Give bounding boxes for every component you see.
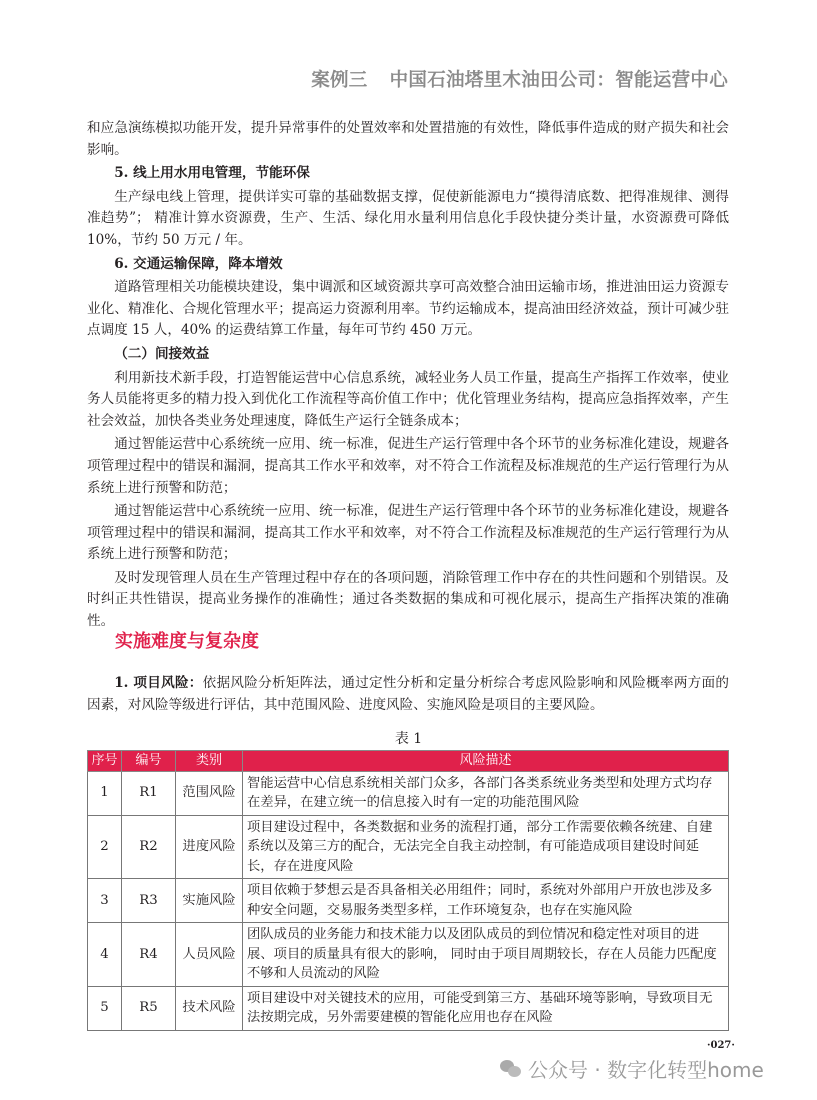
- risk-intro-label: 1. 项目风险：: [114, 675, 203, 691]
- paragraph: 生产绿电线上管理，提供详实可靠的基础数据支撑，促使新能源电力“摸得清底数、把得准规律、测得准趋势”； 精准计算水资源费，生产、生活、绿化用水量利用信息化手段快捷分类计量，水资源费可降低 10%，节约 50 万元 / 年。: [87, 188, 729, 248]
- paragraph: 利用新技术新手段，打造智能运营中心信息系统，减轻业务人员工作量，提高生产指挥工作效率，使业务人员能将更多的精力投入到优化工作流程等高价值工作中；优化管理业务结构，提高应急指挥效率，产生社会效益，加快各类业务处理速度，降低生产运行全链条成本；: [87, 369, 729, 429]
- row-description: 项目依赖于梦想云是否具备相关必用组件；同时，系统对外部用户开放也涉及多种安全问题，交易服务类型多样，工作环境复杂，也存在实施风险: [243, 879, 729, 923]
- paragraph: 及时发现管理人员在生产管理过程中存在的各项问题，消除管理工作中存在的共性问题和个别错误。及时纠正共性错误，提高业务操作的准确性；通过各类数据的集成和可视化展示，提高生产指挥决策的准确性。: [87, 569, 729, 630]
- table-caption: 表 1: [394, 731, 423, 747]
- risk-intro-text: 依据风险分析矩阵法，通过定性分析和定量分析综合考虑风险影响和风险概率两方面的因素，对风险等级进行评估，其中范围风险、进度风险、实施风险是项目的主要风险。: [87, 675, 729, 713]
- subheading: 6. 交通运输保障，降本增效: [114, 255, 283, 272]
- row-code: R3: [122, 879, 176, 923]
- subheading: （二）间接效益: [114, 345, 210, 362]
- row-description: 项目建设中对关键技术的应用，可能受到第三方、基础环境等影响，导致项目无法按期完成，另外需要建模的智能化应用也存在风险: [243, 986, 729, 1030]
- page-number: ·027·: [707, 1040, 735, 1051]
- row-category: 进度风险: [176, 815, 243, 879]
- subheading: 5. 线上用水用电管理，节能环保: [114, 165, 310, 182]
- table-row: [88, 879, 729, 923]
- row-category: 技术风险: [176, 986, 243, 1030]
- col-header-category: 类别: [176, 751, 243, 772]
- row-category: 实施风险: [176, 879, 243, 923]
- paragraph: 道路管理相关功能模块建设，集中调派和区域资源共享可高效整合油田运输市场，推进油田运力资源专业化、精准化、合规化管理水平；提高运力资源利用率。节约运输成本，提高油田经济效益，预计可减少驻点调度 15 人，40% 的运费结算工作量，每年可节约 450 万元。: [87, 279, 729, 339]
- row-code: R1: [122, 771, 176, 815]
- row-code: R2: [122, 815, 176, 879]
- table-row: [88, 986, 729, 1030]
- paragraph: 通过智能运营中心系统统一应用、统一标准，促进生产运行管理中各个环节的业务标准化建设，规避各项管理过程中的错误和漏洞，提高其工作水平和效率，对不符合工作流程及标准规范的生产运行管理行为从系统上进行预警和防范；: [87, 436, 729, 496]
- paragraph: 通过智能运营中心系统统一应用、统一标准，促进生产运行管理中各个环节的业务标准化建设，规避各项管理过程中的错误和漏洞，提高其工作水平和效率，对不符合工作流程及标准规范的生产运行管理行为从系统上进行预警和防范；: [87, 503, 729, 563]
- row-description: 项目建设过程中，各类数据和业务的流程打通，部分工作需要依赖各统建、自建系统以及第三方的配合，无法完全自我主动控制，有可能造成项目建设时间延长，存在进度风险: [243, 815, 729, 879]
- case-label: 案例三: [311, 70, 368, 91]
- risk-table: [87, 750, 729, 1031]
- row-index: 1: [88, 771, 122, 815]
- row-code: R5: [122, 986, 176, 1030]
- row-category: 范围风险: [176, 771, 243, 815]
- row-category: 人员风险: [176, 923, 243, 987]
- row-index: 5: [88, 986, 122, 1030]
- row-description: 团队成员的业务能力和技术能力以及团队成员的到位情况和稳定性对项目的进展、项目的质量具有很大的影响， 同时由于项目周期较长，存在人员能力匹配度不够和人员流动的风险: [243, 923, 729, 987]
- body-text: [87, 118, 729, 635]
- col-header-code: 编号: [122, 751, 176, 772]
- row-index: 4: [88, 923, 122, 987]
- col-header-description: 风险描述: [243, 751, 729, 772]
- paragraph: 和应急演练模拟功能开发，提升异常事件的处置效率和处置措施的有效性，降低事件造成的财产损失和社会影响。: [87, 120, 729, 158]
- col-header-index: 序号: [88, 751, 122, 772]
- watermark-text: 公众号 · 数字化转型home: [528, 1058, 764, 1082]
- running-header: [311, 66, 728, 92]
- row-index: 3: [88, 879, 122, 923]
- watermark: [500, 1054, 764, 1083]
- row-code: R4: [122, 923, 176, 987]
- risk-intro: [87, 673, 729, 716]
- wechat-icon: [500, 1060, 522, 1078]
- table-row: [88, 815, 729, 879]
- row-description: 智能运营中心信息系统相关部门众多，各部门各类系统业务类型和处理方式均存在差异，在建立统一的信息接入时有一定的功能范围风险: [243, 771, 729, 815]
- section-title: 实施难度与复杂度: [115, 631, 259, 652]
- case-title: 中国石油塔里木油田公司：智能运营中心: [389, 70, 728, 91]
- row-index: 2: [88, 815, 122, 879]
- table-row: [88, 771, 729, 815]
- table-row: [88, 923, 729, 987]
